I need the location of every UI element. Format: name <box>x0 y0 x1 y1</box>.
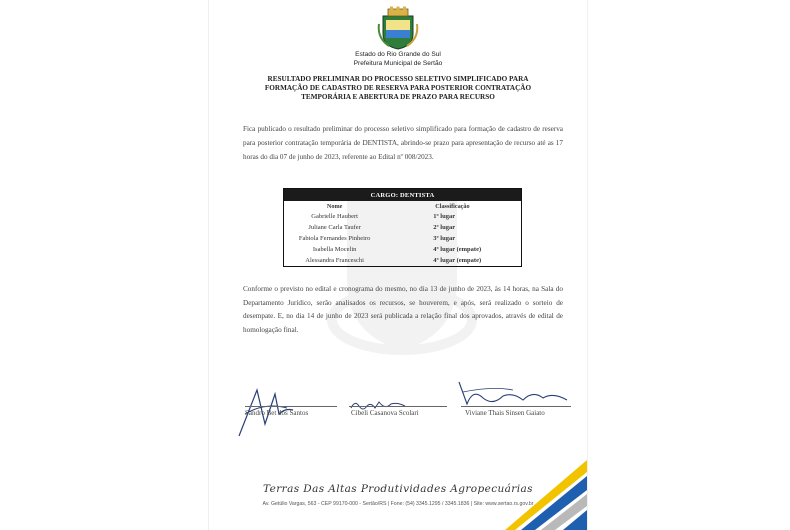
signature-3-scribble <box>453 378 571 408</box>
municipal-crest-icon <box>375 6 421 50</box>
candidate-classification: 1º lugar <box>433 213 456 220</box>
candidate-classification: 2º lugar <box>433 224 456 231</box>
document-title: RESULTADO PRELIMINAR DO PROCESSO SELETIVO SIMPLIFICADO PARA FORMAÇÃO DE CADASTRO DE RESERVA PARA POSTERIOR CONTRATAÇÃO TEMPORÁRIA E ABERTURA DE PRAZO PARA RECURSO <box>264 75 532 101</box>
table-row <box>284 244 522 255</box>
signatory-3-name: Viviane Thais Sinsen Gaiato <box>465 409 545 417</box>
candidate-classification: 4º lugar (empate) <box>433 246 482 253</box>
candidate-classification: 3º lugar <box>433 235 456 242</box>
column-header-name: Nome <box>326 202 343 210</box>
document-page <box>209 0 587 530</box>
signature-line-3 <box>461 406 571 407</box>
signatory-2-name: Cibeli Casanova Scolari <box>351 409 419 417</box>
results-table <box>283 188 522 267</box>
state-name: Estado do Rio Grande do Sul <box>355 51 441 58</box>
signature-line-1 <box>245 406 337 407</box>
corner-stripes-decoration <box>505 460 587 530</box>
signatory-1-name: Sandro Bet dos Santos <box>245 409 309 417</box>
intro-paragraph: Fica publicado o resultado preliminar do processo seletivo simplificado para formação de cadastro de reserva para posterior contratação temporária de DENTISTA, abrindo-se prazo para apresentação de recurso até as 17 horas do dia 07 de junho de 2023, referente ao Edital nº 008/2023. <box>243 125 563 161</box>
candidate-classification: 4º lugar (empate) <box>433 257 482 264</box>
footer-motto: Terras Das Altas Produtividades Agropecuárias <box>263 483 533 495</box>
signature-line-2 <box>349 406 447 407</box>
prefecture-name: Prefeitura Municipal de Sertão <box>353 60 443 67</box>
table-row <box>284 222 522 233</box>
candidate-name: Alessandra Franceschi <box>305 257 364 264</box>
table-caption: CARGO: DENTISTA <box>284 189 522 202</box>
candidate-name: Gabrielle Haubert <box>311 213 358 220</box>
closing-paragraph: Conforme o previsto no edital e cronograma do mesmo, no dia 13 de junho de 2023, às 14 horas, na Sala do Departamento Jurídico, serão analisados os recursos, se houverem, e após, será realizado o sorteio de desempate. E, no dia 14 de junho de 2023 será publicada a relação final dos aprovados, através de edital de homologação final. <box>243 285 563 334</box>
column-header-classification: Classificação <box>435 202 470 210</box>
table-row <box>284 255 522 267</box>
table-row <box>284 233 522 244</box>
candidate-name: Juliane Carla Taufer <box>308 224 361 231</box>
footer-address: Av. Getúlio Vargas, 563 - CEP 99170-000 - Sertão/RS | Fone: (54) 3345.1295 / 3345.1836 | Site: www.sertao.rs.gov.br <box>262 501 534 507</box>
candidate-name: Isabella Mocelin <box>312 246 357 253</box>
candidate-name: Fabiola Fernandes Pinheiro <box>298 235 371 242</box>
table-row <box>284 211 522 222</box>
